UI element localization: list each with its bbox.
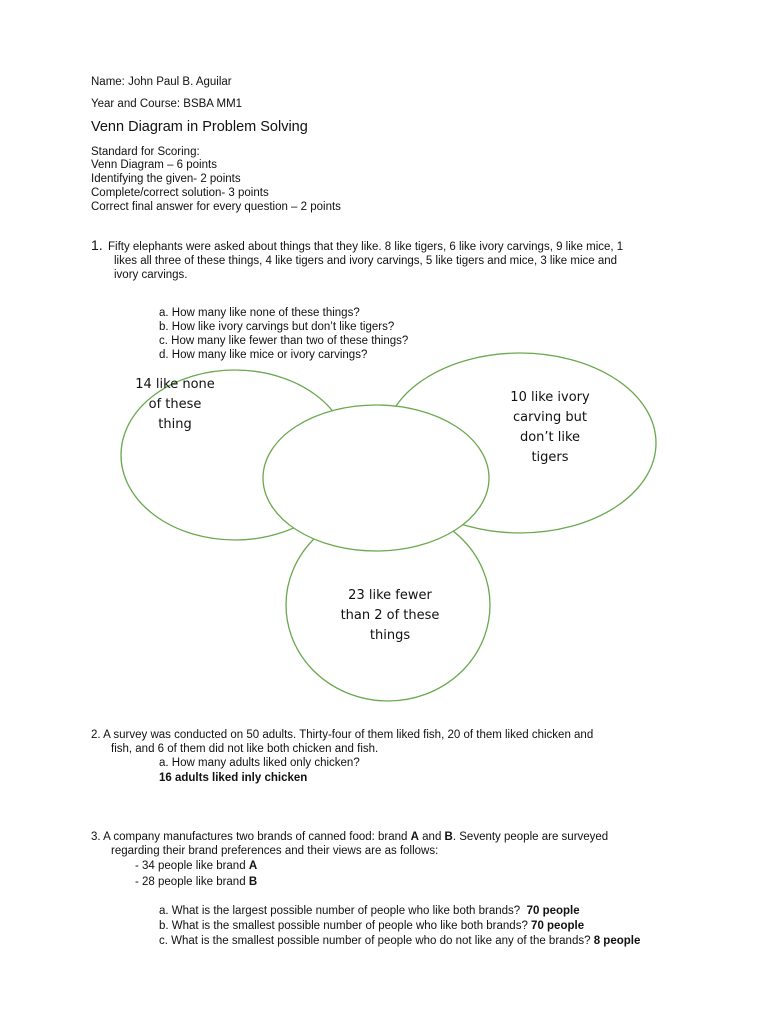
brand-b-label: B	[248, 876, 258, 888]
question-2-text-line: 2. A survey was conducted on 50 adults. Thirty-four of them liked fish, 20 of them liked chicken and	[91, 729, 594, 741]
brand-a-label: A	[410, 831, 419, 843]
preference-brand-b	[135, 875, 257, 889]
venn-label-line: 10 like ivory	[510, 390, 590, 405]
venn-left-label	[135, 375, 215, 435]
preference-text: - 34 people like brand	[135, 860, 249, 872]
question-1-sub-d: d. How many like mice or ivory carvings?	[159, 349, 368, 361]
year-course: Year and Course: BSBA MM1	[91, 98, 243, 110]
venn-label-line: carving but	[513, 410, 587, 425]
question-1-sub-a: a. How many like none of these things?	[159, 307, 360, 319]
venn-center-ellipse	[263, 405, 489, 551]
scoring-item: Identifying the given- 2 points	[91, 173, 241, 185]
question-3-sub-b	[159, 919, 584, 933]
brand-a-label: A	[248, 860, 258, 872]
question-3-intro: 3. A company manufactures two brands of canned food: brand	[91, 831, 411, 843]
question-2-answer: 16 adults liked inly chicken	[159, 772, 308, 784]
venn-label-line: tigers	[531, 450, 569, 465]
scoring-item: Correct final answer for every question – 2 points	[91, 201, 341, 213]
question-3-text-line	[91, 830, 608, 844]
question-3-and: and	[418, 831, 445, 843]
venn-label-line: things	[369, 628, 411, 643]
brand-b-label: B	[444, 831, 453, 843]
scoring-item: Venn Diagram – 6 points	[91, 159, 217, 171]
student-name: Name: John Paul B. Aguilar	[91, 76, 232, 88]
question-text: c. What is the smallest possible number of people who do not like any of the brands?	[159, 935, 591, 947]
question-1-text-line: likes all three of these things, 4 like tigers and ivory carvings, 5 like tigers and mice, 3 like mice and	[114, 255, 618, 267]
venn-label-line: don’t like	[519, 430, 581, 445]
preference-text: - 28 people like brand	[135, 876, 249, 888]
question-1-text-line: Fifty elephants were asked about things that they like. 8 like tigers, 6 like ivory carvings, 9 like mice, 1	[108, 241, 624, 253]
question-3-text-line: regarding their brand preferences and their views are as follows:	[111, 845, 439, 857]
answer-c: 8 people	[593, 935, 641, 947]
scoring-item: Complete/correct solution- 3 points	[91, 187, 269, 199]
venn-label-line: 23 like fewer	[348, 588, 432, 603]
question-1-text-line: ivory carvings.	[114, 269, 188, 281]
question-text: a. What is the largest possible number of people who like both brands?	[159, 905, 521, 917]
question-1-number: 1.	[91, 237, 103, 253]
venn-bottom-label	[328, 586, 452, 646]
question-2-sub-a: a. How many adults liked only chicken?	[159, 757, 360, 769]
question-text: b. What is the smallest possible number of people who like both brands?	[159, 920, 528, 932]
venn-label-line: thing	[158, 417, 192, 432]
question-3-intro-end: . Seventy people are surveyed	[452, 831, 609, 843]
question-1-sub-c: c. How many like fewer than two of these things?	[159, 335, 409, 347]
answer-a: 70 people	[526, 905, 580, 917]
scoring-heading: Standard for Scoring:	[91, 146, 200, 158]
venn-label-line: 14 like none	[135, 377, 215, 392]
answer-b: 70 people	[531, 920, 585, 932]
question-1-sub-b: b. How like ivory carvings but don’t like tigers?	[159, 321, 395, 333]
venn-label-line: than 2 of these	[340, 608, 440, 623]
venn-right-label	[500, 388, 600, 468]
venn-label-line: of these	[148, 397, 202, 412]
question-3-sub-c	[159, 934, 640, 948]
question-3-sub-a	[159, 904, 580, 918]
document-title: Venn Diagram in Problem Solving	[91, 119, 308, 135]
preference-brand-a	[135, 859, 257, 873]
question-2-text-line: fish, and 6 of them did not like both chicken and fish.	[111, 743, 379, 755]
